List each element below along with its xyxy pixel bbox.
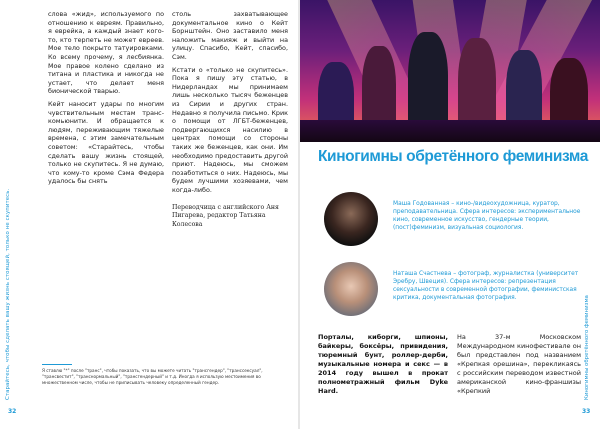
- author-bio-1: Маша Годованная – кино-/видеохудожница, куратор, преподавательница. Сфера интересов: экспериментальное кино, современное искусство, гендерные теории, (пост)феминизм, визуальная социология.: [393, 201, 581, 232]
- left-column-2: [172, 10, 288, 198]
- author-bio-2: Наташа Счастнева – фотограф, журналистка (университет Эребру, Швеция). Сфера интересов: репрезентация сексуальности в современной фотографии, феминистская критика, документальная фотография.: [393, 271, 579, 302]
- left-col2-paragraph-1: столь захватывающее документальное кино о Кейт Борнштейн. Оно заставило меня наложить макияж и выйти на улицу. Спасибо, Кейт, спасибо, Сэм.: [172, 10, 288, 61]
- page-number-left: 32: [8, 408, 17, 415]
- author-portrait-1: [324, 192, 378, 246]
- page-number-right: 33: [582, 408, 591, 415]
- left-side-caption: [5, 40, 15, 400]
- right-side-caption: [584, 230, 594, 400]
- left-col1-paragraph-1: слова «жид», используемого по отношению к евреям. Правильно, я еврейка, а каждый знает кого-то, кто терпеть не может евреев. Мое тело покрыто татуировками. Ко всему прочему, я лесбиянка. Мое правое колено сделано из титана и пластика и никогда не устает, что делает меня бионической тварью.: [48, 10, 164, 96]
- translator-credit: Переводчица с английского Аня Пигарева, редактор Татьяна Колесова: [172, 204, 279, 228]
- left-side-caption-text: Старайтесь, чтобы сделать вашу жизнь стоящей, только не скупитесь.: [5, 188, 11, 400]
- left-col2-paragraph-2: Кстати о «только не скупитесь». Пока я пишу эту статью, в Нидерландах мы принимаем лишь несколько тысяч беженцев из Сирии и других стран. Недавно я получила письмо. Крик о помощи от ЛГБТ-беженцев, подвергающихся насилию в центрах помощи со стороны таких же беженцев, как они. Им необходимо предоставить другой приют. Надеюсь, мы сможем позаботиться о них. Надеюсь, мы будем лучшими хозяевами, чем когда-либо.: [172, 65, 288, 194]
- left-column-1: [48, 10, 164, 190]
- right-side-caption-text: Киногимны обретённого феминизма: [584, 295, 590, 400]
- footnote: Я ставлю "*" после "транс", чтобы показать, что вы можете читать "трансгендер", "транссексуал", "трансвестит", "транснормальный", "трансгендерный" и т.д. Иногда я использую местоимения во множественном числе, чтобы не приписывать человеку определенный гендер.: [42, 368, 263, 386]
- left-col1-paragraph-2: Кейт наносит удары по многим чувствительным местам транс-комьюнити. И обращается к людям, переживающим тяжелые времена, с этим замечательным советом: «Старайтесь, чтобы сделать вашу жизнь стоящей, только не скупитесь. Я не думаю, что кому-то кроме Сэма Федера удалось бы снять: [48, 99, 164, 186]
- author-portrait-2: [324, 262, 378, 316]
- article-heading: Киногимны обретённого феминизма: [318, 148, 588, 165]
- stage-floor: [300, 120, 600, 142]
- article-lead: Порталы, киборги, шпионы, байкеры, боксёры, привидения, тюремный бунт, роллер-дерби, музыкальные номера и секс — в 2014 году вышел в прокат полнометражный фильм Dyke Hard.: [318, 333, 448, 395]
- hero-photo: [300, 0, 600, 142]
- footnote-divider: [42, 364, 72, 365]
- article-body: На 37-м Московском Международном кинофестивале он был представлен под названием «Крепкая орешина», перекликаясь с российским переводом известной американской кино-франшизы «Крепкий: [457, 333, 581, 395]
